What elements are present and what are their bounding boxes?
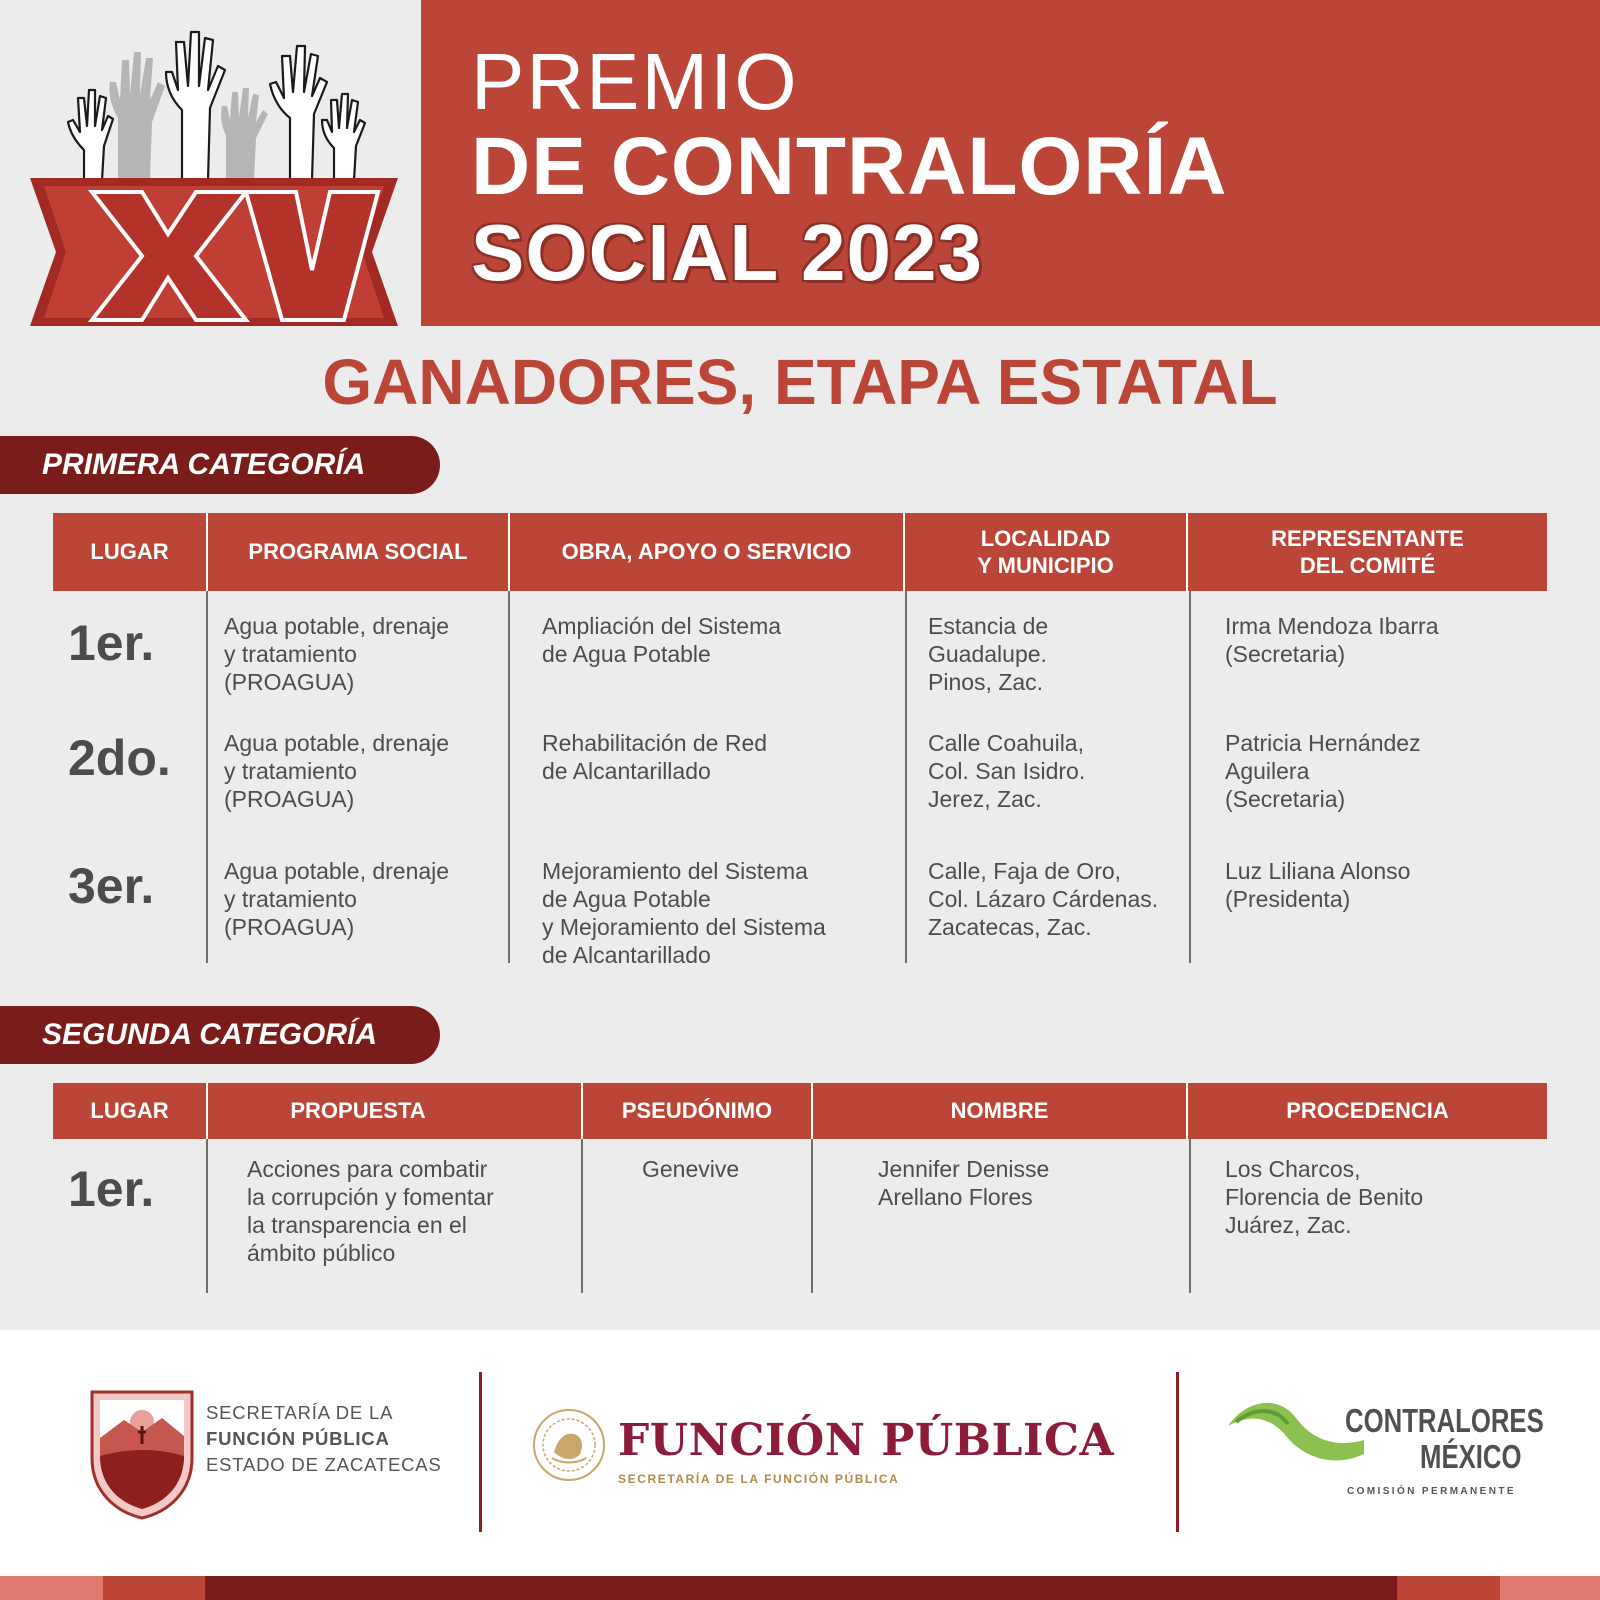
title-line-2: DE CONTRALORÍA [471, 121, 1228, 212]
footer [0, 1330, 1600, 1576]
funcion-publica-logo: FUNCIÓN PÚBLICA [618, 1415, 1115, 1466]
sfp-zacatecas-text [206, 1400, 442, 1478]
representante-cell: Patricia Hernández Aguilera (Secretaria) [1225, 730, 1421, 812]
col-lugar: LUGAR [90, 1098, 169, 1124]
col-lugar: LUGAR [90, 539, 169, 565]
representante-cell: Irma Mendoza Ibarra (Secretaria) [1225, 613, 1439, 667]
header-divider [1186, 1083, 1188, 1139]
col-propuesta: PROPUESTA [290, 1098, 426, 1124]
svg-text:XV: XV [0, 0, 2, 1]
footer-stripe [0, 1576, 103, 1600]
funcion-publica-subtitle: SECRETARÍA DE LA FUNCIÓN PÚBLICA [618, 1472, 900, 1486]
page-title: GANADORES, ETAPA ESTATAL [322, 346, 1278, 418]
col-localidad: LOCALIDAD Y MUNICIPIO [977, 525, 1114, 578]
footer-divider [1176, 1372, 1179, 1532]
zacatecas-shield-icon [88, 1388, 196, 1520]
column-divider [1189, 591, 1191, 963]
pseudonimo-cell: Genevive [642, 1156, 740, 1182]
title-line-3: SOCIAL 2023 [471, 208, 983, 297]
footer-stripe [1500, 1576, 1600, 1600]
place-1: 1er. [68, 1161, 155, 1217]
programa-cell: Agua potable, drenaje y tratamiento (PROAGUA) [224, 858, 450, 940]
col-representante: REPRESENTANTE DEL COMITÉ [1271, 525, 1464, 578]
procedencia-cell: Los Charcos, Florencia de Benito Juárez, Zac. [1225, 1156, 1424, 1238]
col-procedencia: PROCEDENCIA [1286, 1098, 1449, 1124]
col-programa-social: PROGRAMA SOCIAL [248, 539, 468, 565]
nombre-cell: Jennifer Denisse Arellano Flores [878, 1156, 1050, 1210]
col-obra: OBRA, APOYO O SERVICIO [561, 539, 852, 565]
footer-stripe [1397, 1576, 1500, 1600]
place-1: 1er. [68, 615, 155, 671]
contralores-subtitle: COMISIÓN PERMANENTE [1347, 1486, 1516, 1497]
obra-cell: Rehabilitación de Red de Alcantarillado [542, 730, 768, 784]
programa-cell: Agua potable, drenaje y tratamiento (PROAGUA) [224, 613, 450, 695]
localidad-cell: Calle Coahuila, Col. San Isidro. Jerez, Zac. [928, 730, 1086, 812]
representante-cell: Luz Liliana Alonso (Presidenta) [1225, 858, 1411, 912]
obra-cell: Ampliación del Sistema de Agua Potable [542, 613, 782, 667]
header-divider [811, 1083, 813, 1139]
localidad-cell: Estancia de Guadalupe. Pinos, Zac. [928, 613, 1049, 695]
segunda-table-header [53, 1083, 1547, 1139]
raised-hands-icon [0, 0, 421, 326]
title-band [421, 0, 1600, 326]
footer-stripe [205, 1576, 1397, 1600]
col-pseudonimo: PSEUDÓNIMO [621, 1098, 773, 1124]
column-divider [811, 1139, 813, 1293]
column-divider [206, 591, 208, 963]
place-2: 2do. [68, 730, 171, 786]
propuesta-cell: Acciones para combatir la corrupción y fomentar la transparencia en el ámbito público [247, 1156, 494, 1266]
segunda-categoria-banner: SEGUNDA CATEGORÍA [0, 1006, 440, 1064]
programa-cell: Agua potable, drenaje y tratamiento (PROAGUA) [224, 730, 450, 812]
col-nombre: NOMBRE [950, 1098, 1049, 1124]
sfp-line-1: SECRETARÍA DE LA [206, 1402, 394, 1423]
column-divider [581, 1139, 583, 1293]
primera-table-header [53, 513, 1547, 591]
header-divider [581, 1083, 583, 1139]
sfp-line-3: ESTADO DE ZACATECAS [206, 1454, 442, 1475]
contralores-logo-line2: MÉXICO [1420, 1438, 1522, 1475]
column-divider [508, 591, 510, 963]
xv-logo [0, 0, 421, 326]
header-divider [206, 513, 208, 591]
footer-divider [479, 1372, 482, 1532]
national-seal-icon [532, 1408, 606, 1482]
header-divider [1186, 513, 1188, 591]
contralores-logo-line1: CONTRALORES [1345, 1402, 1544, 1439]
header-divider [903, 513, 905, 591]
sfp-line-2: FUNCIÓN PÚBLICA [206, 1428, 390, 1449]
primera-categoria-banner: PRIMERA CATEGORÍA [0, 436, 440, 494]
obra-cell: Mejoramiento del Sistema de Agua Potable y Mejoramiento del Sistema de Alcantarillado [542, 858, 826, 968]
header-divider [508, 513, 510, 591]
header-divider [206, 1083, 208, 1139]
place-3: 3er. [68, 858, 155, 914]
title-line-1: PREMIO [471, 37, 799, 126]
column-divider [905, 591, 907, 963]
column-divider [206, 1139, 208, 1293]
footer-stripe [103, 1576, 205, 1600]
column-divider [1189, 1139, 1191, 1293]
localidad-cell: Calle, Faja de Oro, Col. Lázaro Cárdenas. Zacatecas, Zac. [928, 858, 1159, 940]
